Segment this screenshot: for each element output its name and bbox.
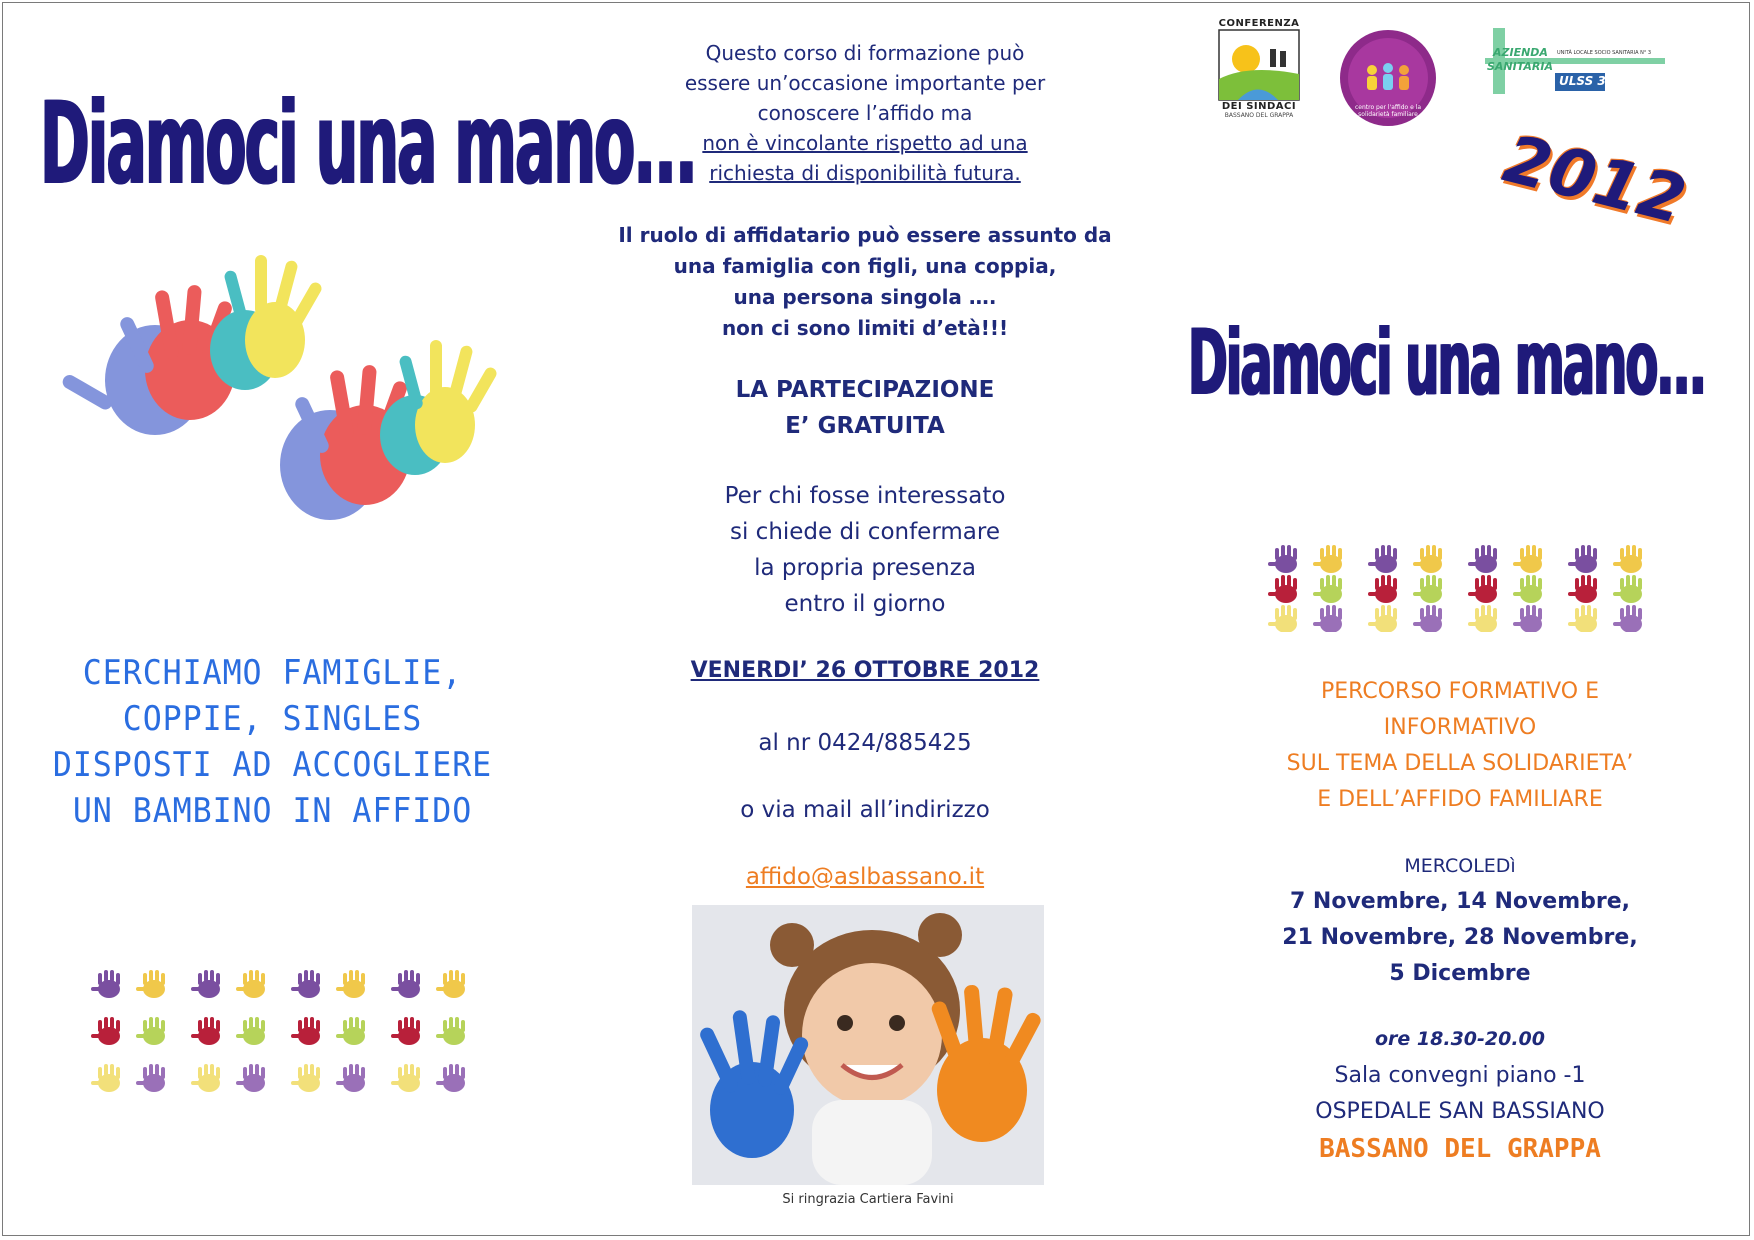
intro-paragraph [590, 38, 1140, 188]
date-line: 7 Novembre, 14 Novembre, [1289, 889, 1631, 914]
hand-pattern-left [85, 965, 485, 1105]
deadline-date: VENERDI’ 26 OTTOBRE 2012 [690, 658, 1040, 683]
azienda-sub: UNITÀ LOCALE SOCIO SANITARIA N° 3 [1557, 50, 1652, 56]
mail-intro: o via mail all’indirizzo [740, 797, 990, 823]
confirm-line: la propria presenza [754, 555, 976, 581]
role-paragraph [590, 220, 1140, 344]
free-line: E’ GRATUITA [785, 413, 945, 439]
slogan-line: DISPOSTI AD ACCOGLIERE [52, 745, 493, 785]
free-line: LA PARTECIPAZIONE [735, 377, 995, 403]
child-painted-hands-photo [692, 905, 1044, 1185]
course-line: E DELL’AFFIDO FAMILIARE [1317, 787, 1603, 812]
intro-underlined-line: richiesta di disponibilità futura. [709, 161, 1021, 185]
centro-affido-label: centro per l'affido e la solidarietà familiare [1354, 104, 1422, 118]
intro-line: Questo corso di formazione può [705, 41, 1025, 65]
intro-underlined-line: non è vincolante rispetto ad una [702, 131, 1028, 155]
dates [1190, 884, 1730, 992]
confirm-line: Per chi fosse interessato [724, 483, 1006, 509]
venue-line: OSPEDALE SAN BASSIANO [1315, 1099, 1605, 1124]
free-participation [590, 372, 1140, 444]
right-title: Diamoci una mano... [1188, 310, 1705, 417]
city: BASSANO DEL GRAPPA [1319, 1134, 1601, 1164]
sun-landscape-icon [1218, 29, 1300, 101]
azienda-line2: SANITARIA [1487, 60, 1553, 73]
role-line: una persona singola …. [733, 285, 997, 309]
intro-line: essere un’occasione importante per [684, 71, 1046, 95]
hand-pattern-right [1262, 542, 1662, 632]
course-line: INFORMATIVO [1383, 715, 1537, 740]
slogan [19, 650, 526, 834]
intro-line: conoscere l’affido ma [757, 101, 973, 125]
conferenza-top-label: CONFERENZA [1218, 18, 1300, 29]
time: ore 18.30-20.00 [1374, 1028, 1545, 1050]
course-line: SUL TEMA DELLA SOLIDARIETA’ [1286, 751, 1634, 776]
date-line: 5 Dicembre [1389, 961, 1531, 986]
left-title: Diamoci una mano... [40, 78, 696, 212]
confirm-line: entro il giorno [784, 591, 946, 617]
conferenza-bottom-label: DEI SINDACI [1221, 101, 1297, 112]
phone-number: al nr 0424/885425 [758, 730, 972, 756]
ulss-badge: ULSS 3 [1559, 74, 1606, 88]
slogan-line: COPPIE, SINGLES [122, 699, 423, 739]
slogan-line: UN BAMBINO IN AFFIDO [72, 791, 473, 831]
course-description [1190, 674, 1730, 818]
confirm-line: si chiede di confermare [729, 519, 1000, 545]
conferenza-place-label: BASSANO DEL GRAPPA [1224, 112, 1294, 119]
role-line: una famiglia con figli, una coppia, [673, 254, 1057, 278]
date-line: 21 Novembre, 28 Novembre, [1282, 925, 1638, 950]
confirm-paragraph [590, 478, 1140, 622]
conferenza-sindaci-logo [1218, 18, 1300, 130]
venue [1190, 1058, 1730, 1130]
email-link[interactable]: affido@aslbassano.it [745, 864, 985, 890]
day-label: MERCOLEDì [1404, 855, 1516, 877]
course-line: PERCORSO FORMATIVO E [1321, 679, 1599, 704]
photo-credit: Si ringrazia Cartiera Favini [782, 1192, 954, 1207]
venue-line: Sala convegni piano -1 [1334, 1063, 1586, 1088]
azienda-sanitaria-logo [1485, 28, 1665, 98]
slogan-line: CERCHIAMO FAMIGLIE, [82, 653, 463, 693]
year-2012: 2012 [1496, 120, 1694, 240]
role-line: non ci sono limiti d’età!!! [721, 316, 1009, 340]
painted-hands-illustration [60, 255, 500, 565]
azienda-line1: AZIENDA [1493, 46, 1548, 59]
role-line: Il ruolo di affidatario può essere assunto da [618, 223, 1112, 247]
